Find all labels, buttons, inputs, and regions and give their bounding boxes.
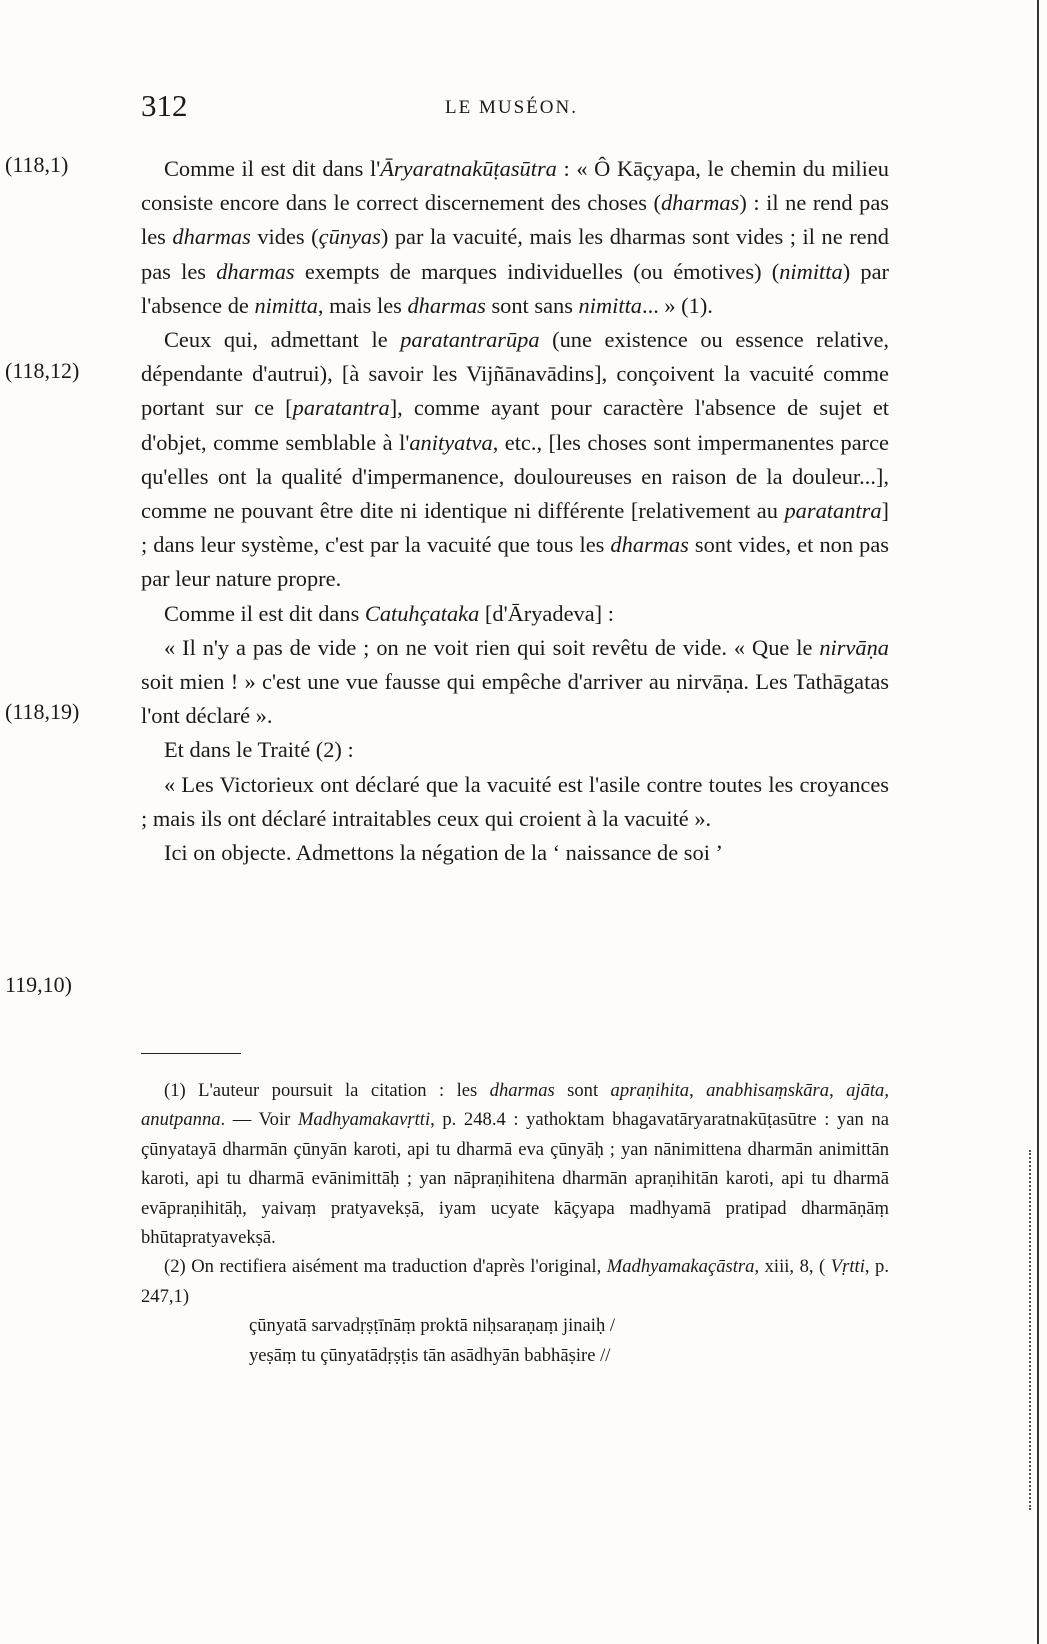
scan-edge-line [1037, 0, 1039, 1644]
quote-traite: « Les Victorieux ont déclaré que la vacuité est l'asile contre toutes les croyances ; mais ils ont déclaré intraitables ceux qui croient à la vacuité ». [141, 771, 889, 831]
margin-ref-4: 119,10) [5, 972, 73, 997]
footnote-2: (2) On rectifiera aisément ma traduction d'après l'original, Madhyamakaçāstra, xiii, 8, ( Vṛtti, p. 247,1) [141, 1256, 889, 1307]
running-head: LE MUSÉON. [445, 97, 578, 118]
verse-line-2: yeṣāṃ tu çūnyatādṛṣṭis tān asādhyān babhāṣire // [249, 1344, 611, 1366]
paragraph-traite: Et dans le Traité (2) : [164, 737, 354, 763]
paragraph-3: Comme il est dit dans Catuhçataka [d'Āryadeva] : [164, 600, 614, 626]
body-text [141, 152, 889, 870]
footnote-rule [141, 1053, 241, 1054]
paragraph-objection: Ici on objecte. Admettons la négation de la ‘ naissance de soi ’ [164, 840, 723, 866]
verse-line-1: çūnyatā sarvadṛṣṭīnāṃ proktā niḥsaraṇaṃ jinaiḥ / [249, 1315, 616, 1337]
margin-ref-3: (118,19) [5, 699, 80, 724]
paragraph-1: Comme il est dit dans l'Āryaratnakūṭasūtra : « Ô Kāçyapa, le chemin du milieu consiste encore dans le correct discernement des choses (dharmas) : il ne rend pas les dharmas vides (çūnyas) par la vacuité, mais les dharmas sont vides ; il ne rend pas les dharmas exempts de marques individuelles (ou émotives) (nimitta) par l'absence de nimitta, mais les dharmas sont sans nimitta... » (1). [141, 156, 889, 318]
footnotes [141, 1076, 889, 1370]
footnote-1: (1) L'auteur poursuit la citation : les dharmas sont apraṇihita, anabhisaṃskāra, ajāta, anutpanna. — Voir Madhyamakavṛtti, p. 248.4 : yathoktam bhagavatāryaratnakūṭasūtre : yan na çūnyatayā dharmān çūnyān karoti, api tu dharmā eva çūnyāḥ ; yan nānimittena dharmān animittān karoti, api tu dharmā evānimittāḥ ; yan nāpraṇihitena dharmān apraṇihitān karoti, api tu dharmā evāpraṇihitāḥ, yaivaṃ pratyavekṣā, iyam ucyate kāçyapa madhyamā pratipad dharmāṇāṃ bhūtapratyavekṣā. [141, 1080, 890, 1249]
margin-ref-2: (118,12) [5, 358, 80, 383]
margin-ref-1: (118,1) [5, 152, 69, 177]
scan-edge-marks [1029, 1150, 1033, 1510]
paragraph-2: Ceux qui, admettant le paratantrarūpa (une existence ou essence relative, dépendante d'autrui), [à savoir les Vijñānavādins], conçoivent la vacuité comme portant sur ce [paratantra], comme ayant pour caractère l'absence de sujet et d'objet, comme semblable à l'anityatva, etc., [les choses sont impermanentes parce qu'elles ont la qualité d'impermanence, douloureuses en raison de la douleur...], comme ne pouvant être dite ni identique ni différente [relativement au paratantra] ; dans leur système, c'est par la vacuité que tous les dharmas sont vides, et non pas par leur nature propre. [141, 327, 890, 592]
page-number: 312 [141, 88, 188, 123]
quote-catuhcataka: « Il n'y a pas de vide ; on ne voit rien qui soit revêtu de vide. « Que le nirvāṇa soit mien ! » c'est une vue fausse qui empêche d'arriver au nirvāṇa. Les Tathāgatas l'ont déclaré ». [141, 634, 889, 729]
